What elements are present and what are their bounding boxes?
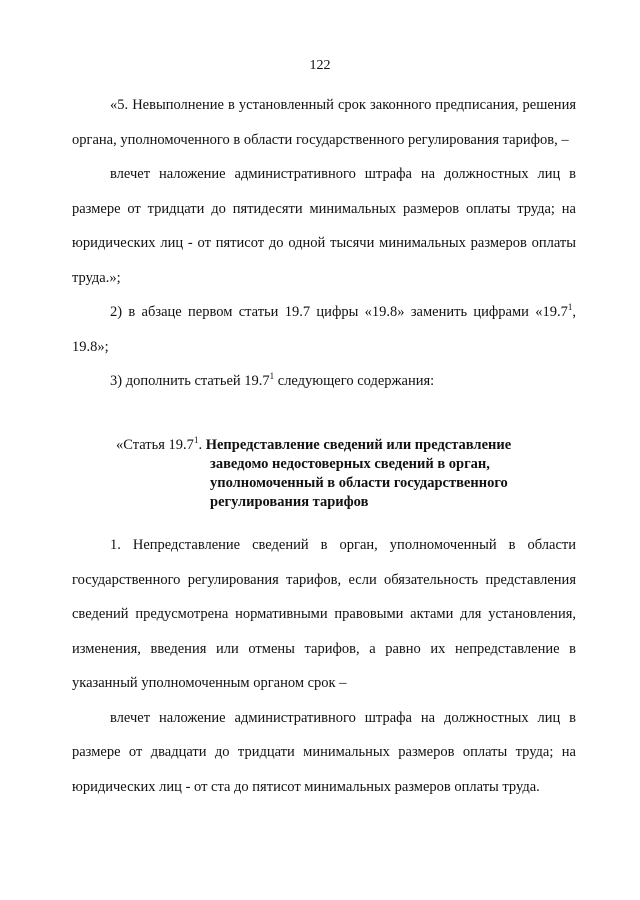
article-number-superscript: 1 — [193, 435, 199, 446]
paragraph-clause-5: «5. Невыполнение в установленный срок законного предписания, решения органа, уполномоченного в области государственного регулирования тарифов, – — [72, 97, 576, 148]
article-number — [116, 437, 206, 453]
article-title-1: Непредставление сведений или представление — [205, 437, 512, 453]
item-2-text-end: , 19.8»; — [72, 304, 576, 355]
item-3-superscript: 1 — [269, 371, 275, 382]
article-number-text: «Статья 19.7 — [116, 437, 194, 453]
article-heading-line-1 — [116, 436, 586, 455]
paragraph-item-3 — [72, 364, 576, 399]
article-title-2: заведомо недостоверных сведений в орган, — [210, 456, 490, 472]
item-3-text: 3) дополнить статьей 19.7 — [110, 373, 270, 389]
paragraph-penalty-1: влечет наложение административного штрафа на должностных лиц в размере от тридцати до пятидесяти минимальных размеров оплаты труда; на юридических лиц - от пятисот до одной тысячи минимальных размеров оплаты труда.»; — [72, 166, 576, 286]
article-number-dot: . — [198, 437, 206, 453]
paragraph-item-2 — [72, 295, 576, 364]
text-block-article — [72, 528, 576, 804]
text-block-amendments — [72, 88, 576, 399]
article-heading — [116, 436, 586, 512]
paragraph-article-part-1: 1. Непредставление сведений в орган, уполномоченный в области государственного регулирования тарифов, если обязательность представления сведений предусмотрена нормативными правовыми актами для установления, изменения, введения или отмены тарифов, а равно их непредставление в указанный уполномоченным органом срок – — [72, 537, 576, 691]
article-title-3: уполномоченный в области государственного — [210, 475, 508, 491]
page-number: 122 — [309, 58, 331, 73]
paragraph-penalty-2: влечет наложение административного штрафа на должностных лиц в размере от двадцати до тридцати минимальных размеров оплаты труда; на юридических лиц - от ста до пятисот минимальных размеров оплаты труда. — [72, 709, 576, 795]
article-title-4: регулирования тарифов — [210, 494, 369, 510]
item-2-text: 2) в абзаце первом статьи 19.7 цифры «19.8» заменить цифрами «19.7 — [110, 304, 568, 320]
item-2-superscript: 1 — [567, 302, 573, 313]
item-3-text-end: следующего содержания: — [274, 373, 435, 389]
